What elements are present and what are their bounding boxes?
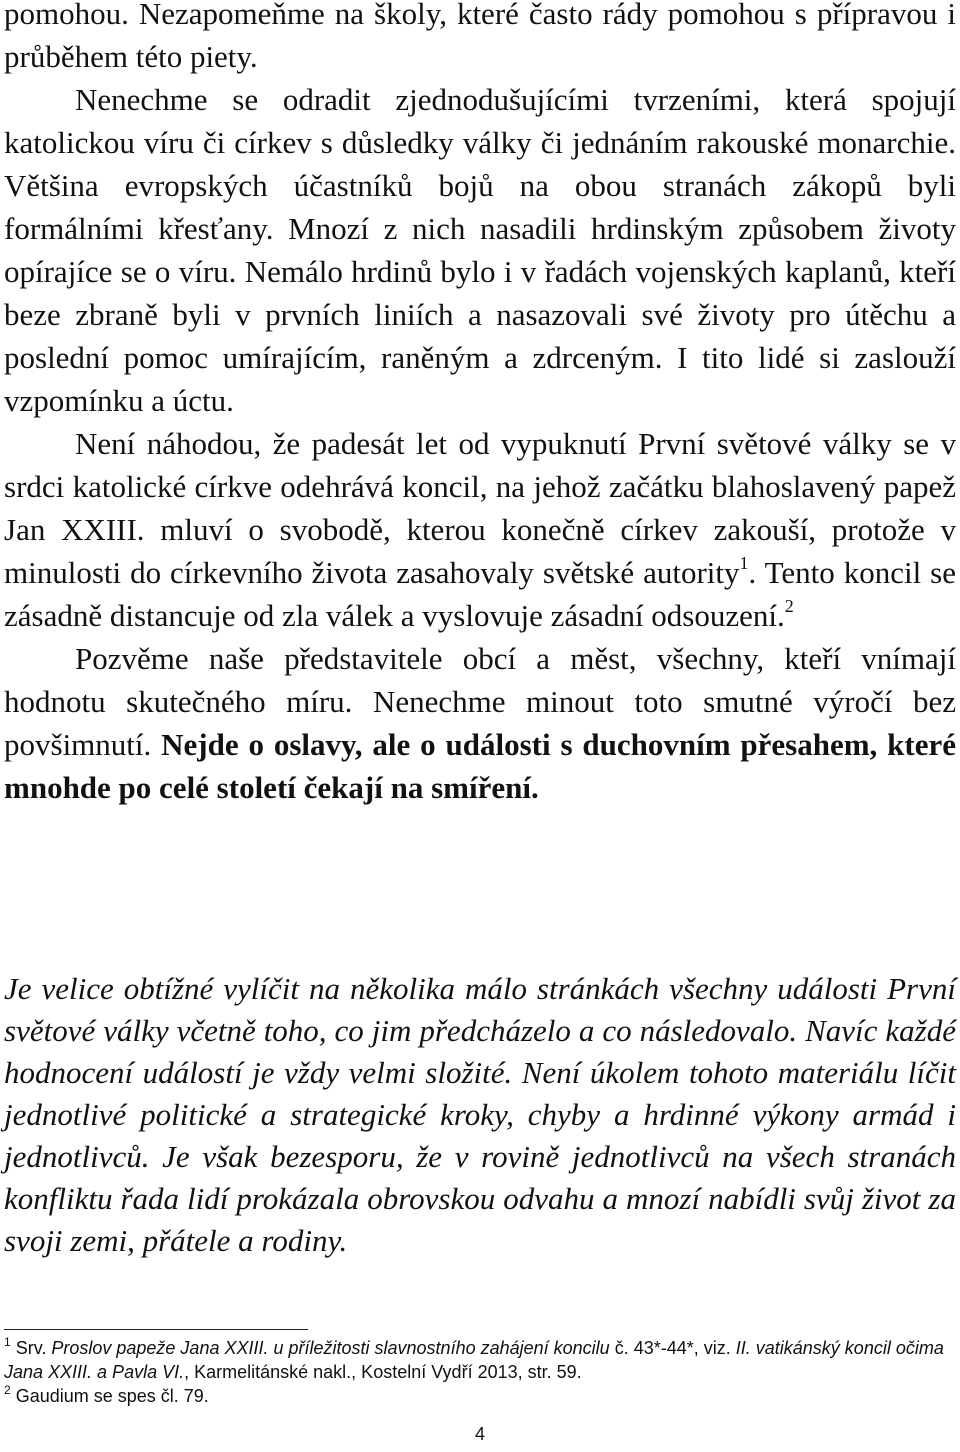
paragraph-4 <box>4 637 956 809</box>
footnote-2 <box>4 1384 956 1408</box>
footnote-2-text: Gaudium se spes čl. 79. <box>10 1386 209 1406</box>
footnote-1-number: 1 <box>4 1335 11 1349</box>
paragraph-3 <box>4 422 956 637</box>
paragraph-3-text-a: Není náhodou, že padesát let od vypuknutí První světové války se v srdci katolické církve odehrává koncil, na jehož začátku blahoslavený papež Jan XXIII. mluví o svobodě, kterou konečně církev zakouší, protože v minulosti do církevního života zasahovaly světské autority <box>4 426 956 590</box>
footnote-1 <box>4 1336 956 1384</box>
paragraph-1: pomohou. Nezapomeňme na školy, které často rády pomohou s přípravou i průběhem této piety. <box>4 0 956 74</box>
footnote-1-text-b: č. 43*-44* <box>609 1338 694 1358</box>
italic-paragraph <box>4 968 956 1262</box>
footnote-separator <box>4 1329 308 1330</box>
footnote-ref-1: 1 <box>739 553 749 573</box>
footnote-1-title: Proslov papeže Jana XXIII. u příležitosti slavnostního zahájení koncilu <box>51 1338 610 1358</box>
footnote-2-number: 2 <box>4 1383 11 1397</box>
footnote-1-text-c: , viz. <box>693 1338 736 1358</box>
main-text <box>4 0 956 809</box>
paragraph-3-text-b: . Tento koncil se zásadně distancuje od zla válek a vyslovuje zásadní odsouzení. <box>4 555 956 633</box>
paragraph-4-bold-text: Nejde o oslavy, ale o události s duchovním přesahem, které mnohde po celé století čekají na smíření. <box>4 727 957 805</box>
footnote-1-text-d: , Karmelitánské nakl., Kostelní Vydří 2013, str. 59. <box>184 1362 582 1382</box>
footnotes <box>4 1336 956 1408</box>
italic-paragraph-text: Je velice obtížné vylíčit na několika málo stránkách všechny události První světové války včetně toho, co jim předcházelo a co následovalo. Navíc každé hodnocení událostí je vždy velmi složité. Není úkolem tohoto materiálu líčit jednotlivé politické a strategické kroky, chyby a hrdinné výkony armád i jednotlivců. Je však bezesporu, že v rovině jednotlivců na všech stranách konfliktu řada lidí prokázala obrovskou odvahu a mnozí nabídli svůj život za svoji zemi, přátele a rodiny. <box>4 971 956 1258</box>
footnote-1-text-a: Srv. <box>10 1338 52 1358</box>
page-number: 4 <box>474 1424 485 1444</box>
paragraph-2: Nenechme se odradit zjednodušujícími tvrzeními, která spojují katolickou víru či církev s důsledky války či jednáním rakouské monarchie. Většina evropských účastníků bojů na obou stranách zákopů byli formálními křesťany. Mnozí z nich nasadili hrdinským způsobem životy opírajíce se o víru. Nemálo hrdinů bylo i v řadách vojenských kaplanů, kteří beze zbraně byli v prvních liniích a nasazovali své životy pro útěchu a poslední pomoc umírajícím, raněným a zdrceným. I tito lidé si zaslouží vzpomínku a úctu. <box>4 82 956 418</box>
footnote-ref-2: 2 <box>784 596 794 616</box>
footnote-1-book-title: II. vatikánský koncil očima Jana XXIII. a Pavla VI. <box>4 1338 944 1382</box>
paragraph-4-text: Pozvěme naše představitele obcí a měst, všechny, kteří vnímají hodnotu skutečného míru. Nenechme minout toto smutné výročí bez povšimnutí. <box>4 641 956 762</box>
